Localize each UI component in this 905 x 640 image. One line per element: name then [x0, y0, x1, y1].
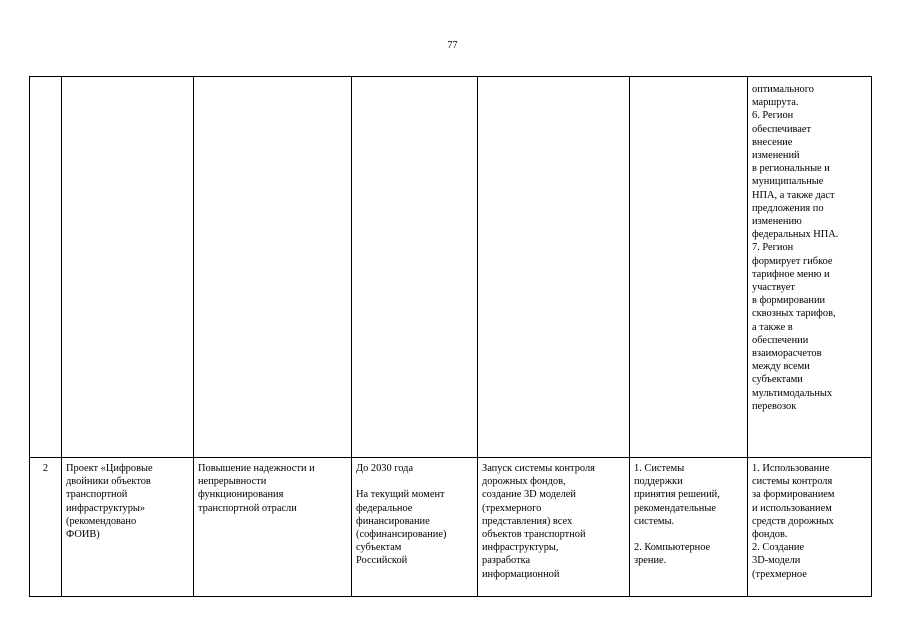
cell-text-line: средств дорожных — [752, 515, 834, 527]
cell-text-line: внесение — [752, 136, 793, 148]
cell-text-line: функционирования — [198, 489, 284, 501]
cell-text-line: в региональные и — [752, 163, 830, 175]
cell-text-line: субъектам — [356, 542, 402, 554]
program-table — [29, 76, 872, 597]
cell-text-line: формирует гибкое — [752, 255, 833, 267]
row1-technologies-cell — [630, 77, 748, 458]
row2-results-cell — [748, 458, 872, 597]
cell-text-line: обеспечивает — [752, 123, 812, 135]
cell-text-line: (софинансирование) — [356, 529, 447, 540]
cell-text-line: участвует — [752, 282, 795, 294]
cell-text-line: системы. — [634, 515, 675, 527]
cell-text-line: На текущий момент — [356, 489, 445, 501]
cell-text-line: сквозных тарифов, — [752, 308, 836, 320]
cell-text-line: а также в — [752, 321, 793, 333]
cell-text-line: финансирование — [356, 515, 430, 527]
cell-text-line: 7. Регион — [752, 242, 794, 254]
cell-text-line: Российской — [356, 555, 408, 567]
cell-text-line: 6. Регион — [752, 110, 794, 122]
row1-deadline-cell — [352, 77, 478, 458]
table-row — [30, 77, 872, 458]
cell-text-line: Проект «Цифровые — [66, 463, 153, 474]
cell-text-line: создание 3D моделей — [482, 489, 576, 501]
cell-text-line: дорожных фондов, — [482, 476, 566, 488]
row2-technologies-cell — [630, 458, 748, 597]
row1-project-cell — [62, 77, 194, 458]
cell-text-line: 3D-модели — [752, 555, 801, 567]
row2-goal-cell — [194, 458, 352, 597]
blank-line — [634, 528, 743, 541]
cell-text-line: муниципальные — [752, 176, 824, 188]
row1-description-cell — [478, 77, 630, 458]
cell-text-line: транспортной отрасли — [198, 502, 297, 514]
cell-text-line: изменению — [752, 216, 802, 228]
cell-text-line: субъектами — [752, 374, 803, 386]
cell-text-line: оптимального — [752, 84, 814, 95]
cell-text-line: двойники объектов — [66, 476, 151, 488]
cell-text-line: между всеми — [752, 361, 810, 373]
cell-text-line: ФОИВ) — [66, 529, 100, 541]
page-number: 77 — [447, 40, 458, 51]
cell-text-line: инфраструктуры» — [66, 502, 146, 514]
cell-text-line: непрерывности — [198, 476, 267, 488]
row1-number-cell — [30, 77, 62, 458]
cell-text-line: изменений — [752, 150, 800, 162]
cell-text-line: обеспечении — [752, 334, 809, 346]
cell-text-line: 2. Создание — [752, 542, 805, 554]
cell-text-line: Повышение надежности и — [198, 463, 315, 474]
cell-text-line: фондов. — [752, 529, 788, 541]
cell-text-line: (трехмерного — [482, 502, 542, 514]
row2-project-cell — [62, 458, 194, 597]
cell-text-line: транспортной — [66, 489, 128, 501]
cell-text-line: и использованием — [752, 502, 832, 514]
cell-text-line: федеральных НПА. — [752, 229, 839, 241]
row2-deadline-cell — [352, 458, 478, 597]
cell-text-line: в формировании — [752, 295, 826, 307]
cell-text-line: маршрута. — [752, 97, 799, 109]
cell-text-line: мультимодальных — [752, 387, 833, 399]
cell-text-line: До 2030 года — [356, 463, 414, 474]
cell-text-line: перевозок — [752, 400, 797, 412]
cell-text-line: 1. Системы — [634, 463, 685, 474]
row1-results-cell — [748, 77, 872, 458]
cell-text-line: зрение. — [634, 555, 667, 567]
cell-text-line: Запуск системы контроля — [482, 463, 595, 474]
cell-text-line: рекомендательные — [634, 502, 716, 514]
row2-number-cell: 2 — [30, 458, 62, 597]
blank-line — [356, 475, 473, 488]
cell-text-line: системы контроля — [752, 476, 833, 488]
cell-text-line: взаиморасчетов — [752, 348, 822, 360]
cell-text-line: тарифное меню и — [752, 268, 830, 280]
cell-text-line: объектов транспортной — [482, 529, 586, 541]
cell-text-line: 2. Компьютерное — [634, 542, 711, 554]
cell-text-line: предложения по — [752, 202, 824, 214]
cell-text-line: 1. Использование — [752, 463, 830, 474]
cell-text-line: (рекомендовано — [66, 515, 137, 527]
cell-text-line: НПА, а также даст — [752, 189, 835, 201]
table-row — [30, 458, 872, 597]
cell-text-line: принятия решений, — [634, 489, 720, 501]
cell-text-line: разработка — [482, 555, 531, 567]
cell-text-line: поддержки — [634, 476, 683, 488]
cell-text-line: представления) всех — [482, 515, 573, 527]
row1-goal-cell — [194, 77, 352, 458]
row2-description-cell — [478, 458, 630, 597]
cell-text-line: федеральное — [356, 502, 413, 514]
cell-text-line: инфраструктуры, — [482, 542, 559, 554]
cell-text-line: за формированием — [752, 489, 835, 501]
cell-text-line: информационной — [482, 568, 560, 580]
cell-text-line: (трехмерное — [752, 568, 807, 580]
